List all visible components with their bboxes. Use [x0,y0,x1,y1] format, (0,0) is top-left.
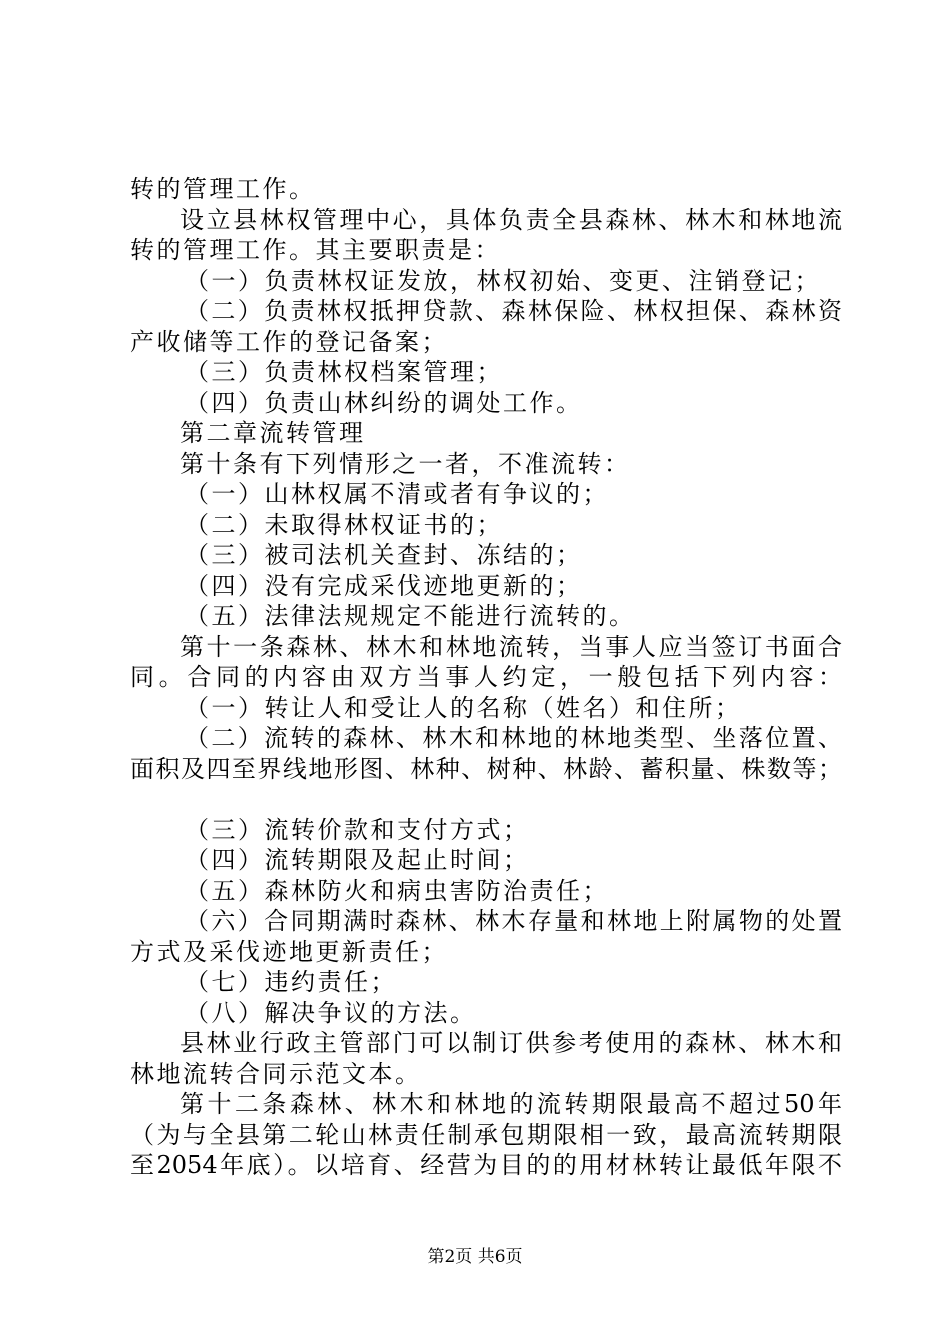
text-line: （三）流转价款和支付方式； [185,815,530,844]
chapter-heading: 第二章流转管理 [180,419,366,447]
text-line: （七）违约责任； [185,968,397,996]
text-line: 县林业行政主管部门可以制订供参考使用的森林、林木和 [180,1029,842,1057]
text-line: （二）流转的森林、林木和林地的林地类型、坐落位置、 [185,724,842,752]
text-line: 至2054年底）。以培育、经营为目的的用材林转让最低年限不 [130,1151,842,1179]
text-line: （六）合同期满时森林、林木存量和林地上附属物的处置 [185,907,842,935]
text-line: （一）负责林权证发放，林权初始、变更、注销登记； [185,266,821,295]
text-line: 产收储等工作的登记备案； [130,327,448,356]
page-footer: 第2页 共6页 [427,1247,523,1267]
text-line: （为与全县第二轮山林责任制承包期限相一致，最高流转期限 [130,1120,842,1149]
text-line: 设立县林权管理中心，具体负责全县森林、林木和林地流 [180,205,842,234]
text-line: （三）负责林权档案管理； [185,358,503,386]
body-text [130,174,842,1181]
text-line: （四）没有完成采伐迹地更新的； [185,571,583,600]
blank-line [130,784,842,815]
text-line: （五）森林防火和病虫害防治责任； [185,876,609,905]
text-line: （八）解决争议的方法。 [185,998,477,1027]
text-line: 第十二条森林、林木和林地的流转期限最高不超过50年 [180,1090,842,1118]
text-line: 转的管理工作。其主要职责是： [130,236,501,264]
text-line: （四）流转期限及起止时间； [185,846,530,874]
text-line: （五）法律法规规定不能进行流转的。 [185,602,636,630]
text-line: 方式及采伐迹地更新责任； [130,937,448,966]
text-line: 第十条有下列情形之一者，不准流转： [180,449,631,478]
text-line: 同。合同的内容由双方当事人约定，一般包括下列内容： [130,663,842,691]
text-line: 转的管理工作。 [130,175,316,203]
text-line: 面积及四至界线地形图、林种、树种、林龄、蓄积量、株数等； [130,754,842,783]
text-line: （一）转让人和受让人的名称（姓名）和住所； [185,693,742,722]
text-line: （四）负责山林纠纷的调处工作。 [185,388,583,417]
text-line: 林地流转合同示范文本。 [130,1059,422,1088]
text-line: （一）山林权属不清或者有争议的； [185,480,609,508]
text-line: 第十一条森林、林木和林地流转，当事人应当签订书面合 [180,632,842,661]
text-line: （三）被司法机关查封、冻结的； [185,541,583,569]
text-line: （二）负责林权抵押贷款、森林保险、林权担保、森林资 [185,297,842,325]
text-line: （二）未取得林权证书的； [185,510,503,539]
